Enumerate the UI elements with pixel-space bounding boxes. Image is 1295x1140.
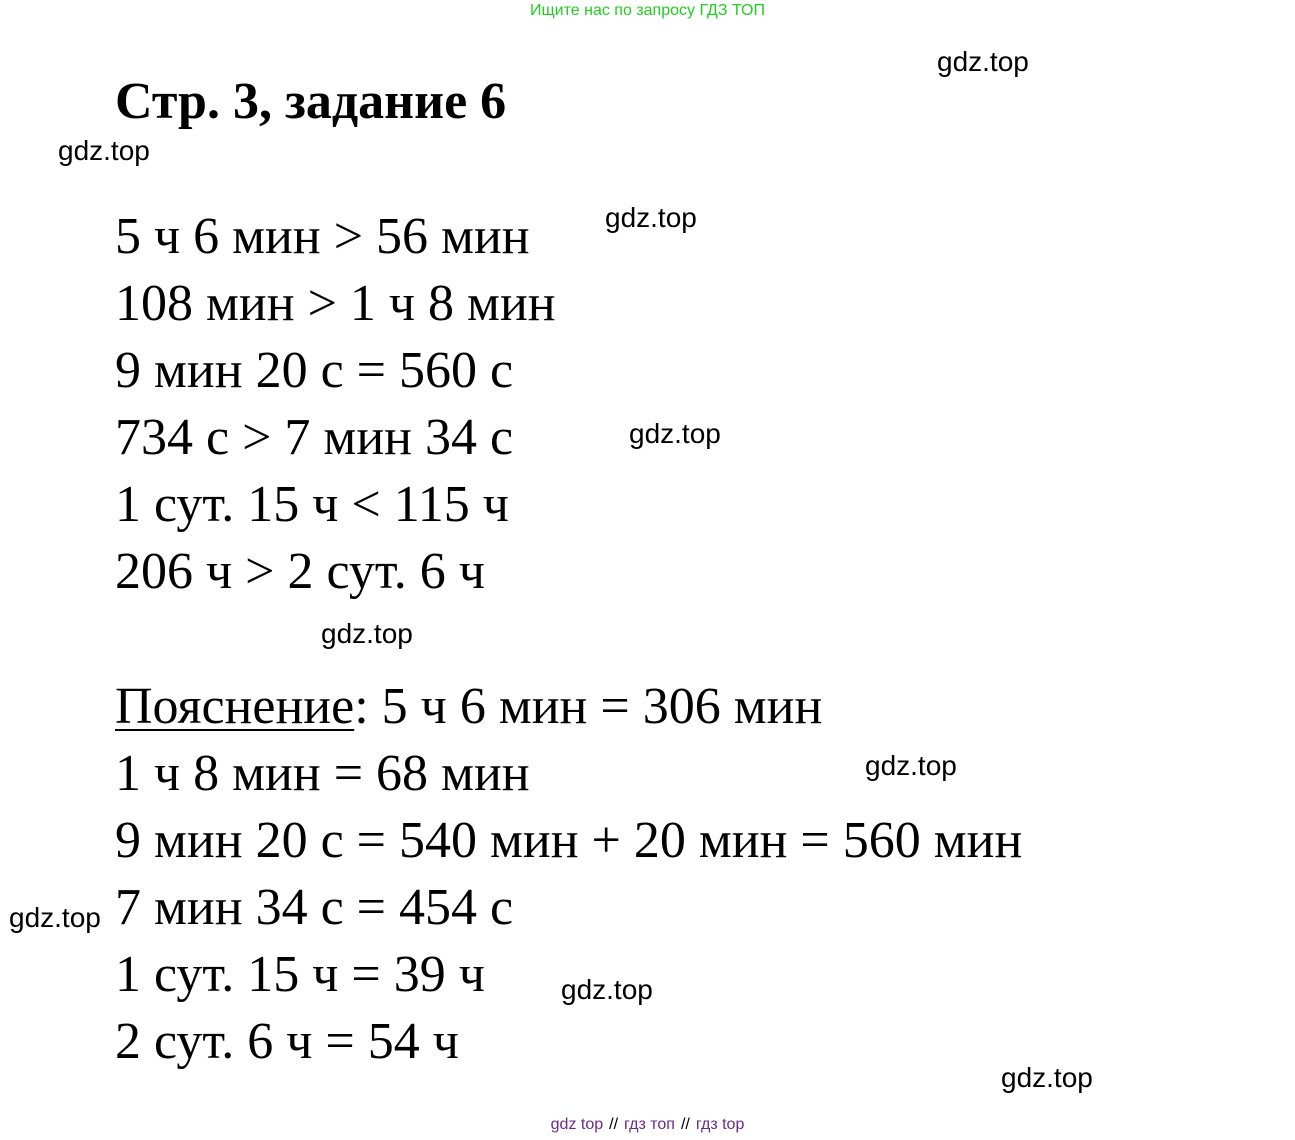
watermark: gdz.top xyxy=(9,902,101,933)
footer-link: gdz top xyxy=(550,1116,604,1133)
explanation-colon: : xyxy=(354,678,369,735)
watermark: gdz.top xyxy=(321,618,413,649)
answer-line-5: 1 сут. 15 ч < 115 ч xyxy=(115,476,509,533)
footer-separator: // xyxy=(609,1116,619,1133)
explanation-label: Пояснение xyxy=(115,678,355,735)
explanation-line-1 xyxy=(115,677,822,737)
watermark: gdz.top xyxy=(561,974,653,1005)
watermark: gdz.top xyxy=(1001,1062,1093,1093)
answer-line-3: 9 мин 20 с = 560 с xyxy=(115,342,514,399)
explanation-line-5: 1 сут. 15 ч = 39 ч xyxy=(115,946,485,1003)
footer-link: гдз топ xyxy=(624,1116,675,1133)
watermark: gdz.top xyxy=(629,418,721,449)
answer-line-1: 5 ч 6 мин > 56 мин xyxy=(115,208,530,265)
watermark: gdz.top xyxy=(865,750,957,781)
explanation-first-line: 5 ч 6 мин = 306 мин xyxy=(368,678,823,735)
footer xyxy=(0,1115,1295,1135)
explanation-line-6: 2 сут. 6 ч = 54 ч xyxy=(115,1013,459,1070)
footer-link: гдз top xyxy=(695,1116,745,1133)
top-banner xyxy=(0,1,1295,21)
watermark: gdz.top xyxy=(58,135,150,166)
watermark: gdz.top xyxy=(605,202,697,233)
answer-line-2: 108 мин > 1 ч 8 мин xyxy=(115,275,556,332)
page-title: Стр. 3, задание 6 xyxy=(115,73,507,130)
banner-text: Ищите нас по запросу ГДЗ ТОП xyxy=(530,2,765,19)
footer-separator: // xyxy=(680,1116,690,1133)
answer-line-6: 206 ч > 2 сут. 6 ч xyxy=(115,543,485,600)
explanation-line-2: 1 ч 8 мин = 68 мин xyxy=(115,745,530,802)
answer-line-4: 734 с > 7 мин 34 с xyxy=(115,409,514,466)
explanation-line-4: 7 мин 34 с = 454 с xyxy=(115,879,514,936)
watermark: gdz.top xyxy=(937,46,1029,77)
explanation-line-3: 9 мин 20 с = 540 мин + 20 мин = 560 мин xyxy=(115,812,1023,869)
